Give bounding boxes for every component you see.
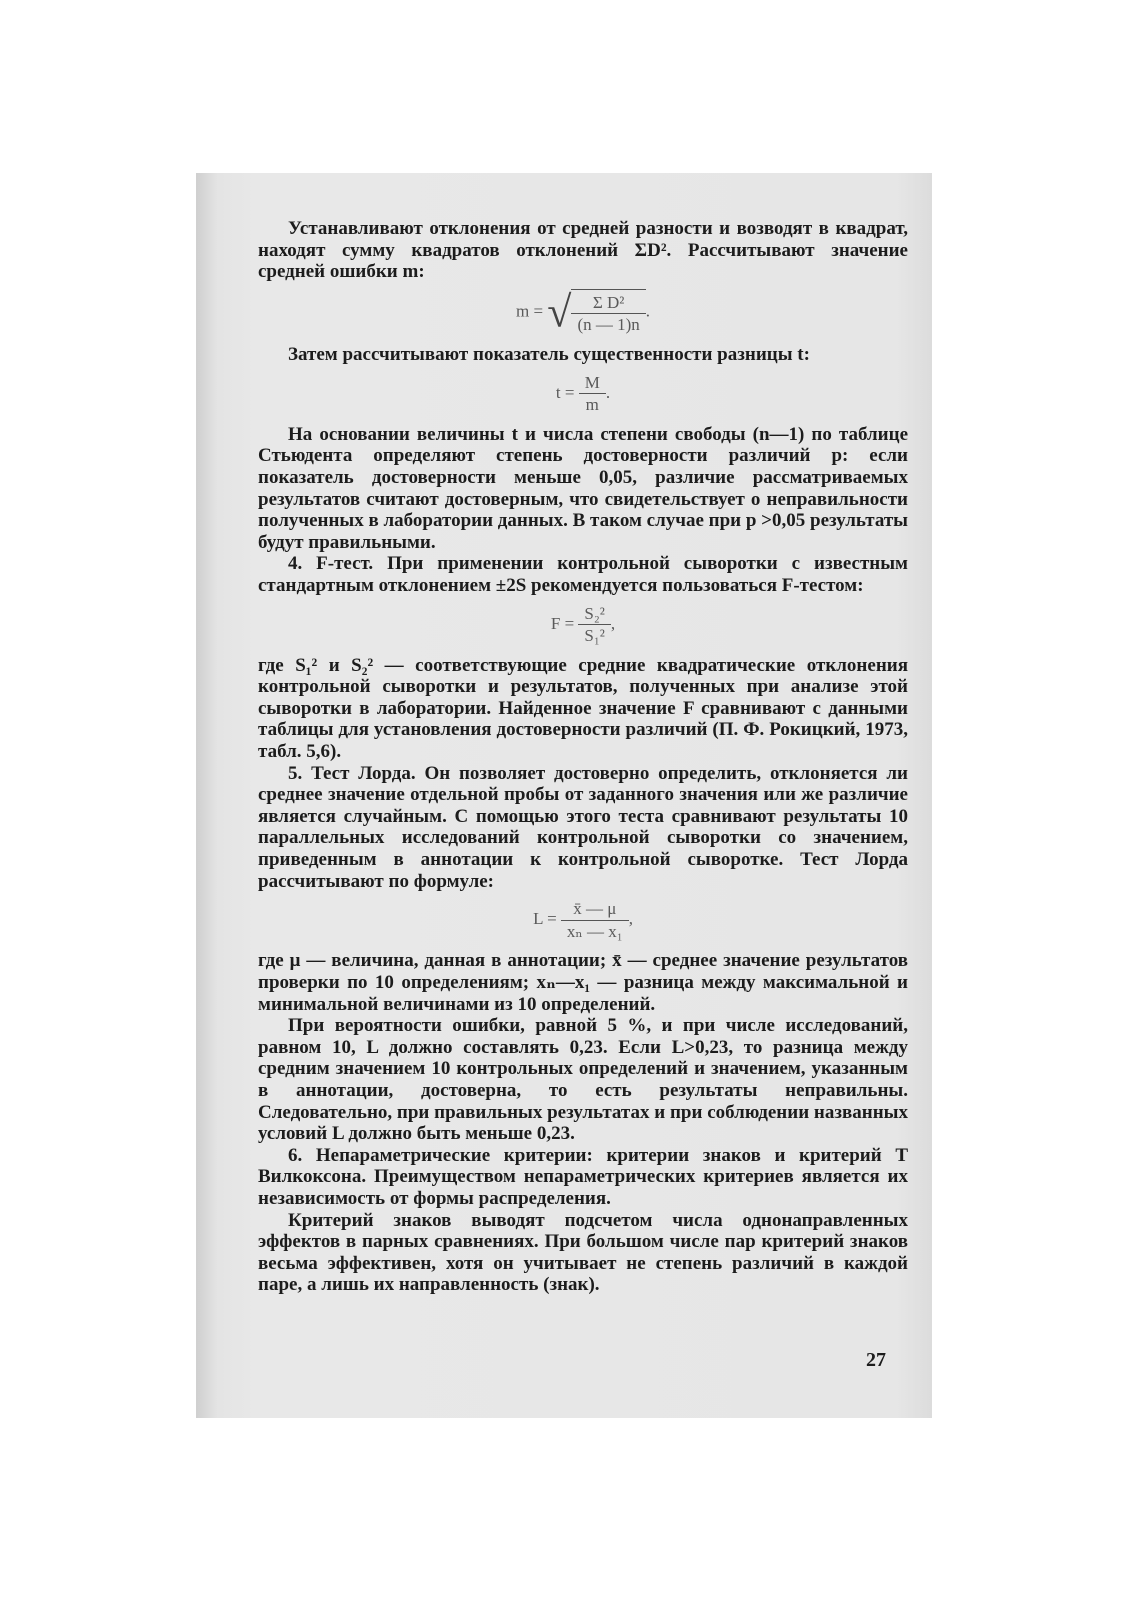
page-text — [258, 218, 908, 1296]
denominator: xₙ — x₁ — [566, 921, 623, 941]
denominator: S₁² — [584, 626, 605, 646]
paragraph: где S₁² и S₂² — соответствующие средние квадратические отклонения контрольной сыворотки и результатов, полученных при анализе этой сыворотки в лаборатории. Найденное значение F сравнивают с данными таблицы для установления достоверности различий (П. Ф. Рокицкий, 1973, табл. 5,6). — [258, 654, 908, 763]
paragraph: На основании величины t и числа степени свободы (n—1) по таблице Стьюдента определяют степень достоверности различий p: если показатель достоверности меньше 0,05, различие рассматриваемых результатов считают достоверным, что свидетельствует о неправильности полученных в лаборатории данных. В таком случае при p >0,05 результаты будут правильными. — [258, 423, 908, 553]
paragraph: 4. F-тест. При применении контрольной сыворотки с известным стандартным отклонением ±2S рекомендуется пользоваться F-тестом: — [258, 553, 908, 596]
numerator: Σ D² — [571, 292, 645, 315]
paragraph: где μ — величина, данная в аннотации; x̄ — среднее значение результатов проверки по 10 определениям; xₙ—x₁ — разница между максимальной и минимальной величинами из 10 определений. — [258, 950, 908, 1015]
formula-l — [258, 898, 908, 942]
formula-lhs: t = — [555, 382, 575, 402]
formula-tail: , — [628, 909, 633, 929]
paragraph: 5. Тест Лорда. Он позволяет достоверно определить, отклоняется ли среднее значение отдельной пробы от заданного значения или же различие является случайным. С помощью этого теста сравнивают результаты 10 параллельных исследований контрольной сыворотки со значением, приведенным в аннотации к контрольной сыворотке. Тест Лорда рассчитывают по формуле: — [258, 762, 908, 892]
denominator: m — [585, 395, 599, 415]
sqrt-body — [571, 289, 645, 336]
formula-t — [258, 372, 908, 416]
paragraph: При вероятности ошибки, равной 5 %, и при числе исследований, равном 10, L должно составлять 0,23. Если L>0,23, то разница между средним значением 10 контрольных определений и значением, указанным в аннотации, достоверна, то есть результаты неправильны. Следовательно, при правильных результатах и при соблюдении названных условий L должно быть меньше 0,23. — [258, 1015, 908, 1145]
page-number: 27 — [866, 1349, 886, 1371]
fraction — [571, 292, 645, 336]
fraction — [579, 372, 606, 416]
numerator: x̄ — μ — [561, 898, 629, 921]
formula-m — [258, 289, 908, 336]
fraction — [561, 898, 629, 942]
paragraph: 6. Непараметрические критерии: критерии знаков и критерий T Вилкоксона. Преимуществом непараметрических критериев является их независимость от формы распределения. — [258, 1144, 908, 1209]
paragraph: Затем рассчитывают показатель существенности разницы t: — [288, 343, 810, 365]
numerator: M — [579, 372, 606, 395]
sqrt-icon: √ — [547, 287, 572, 337]
paragraph: Устанавливают отклонения от средней разности и возводят в квадрат, находят сумму квадратов отклонений ΣD². Рассчитывают значение средней ошибки m: — [258, 218, 908, 283]
formula-lhs: L = — [533, 909, 557, 929]
formula-tail: , — [610, 613, 616, 633]
formula-lhs: m = — [515, 301, 544, 321]
denominator: (n — 1)n — [577, 315, 640, 335]
numerator: S₂² — [578, 603, 610, 626]
formula-tail: . — [605, 382, 611, 402]
formula-tail: . — [645, 301, 651, 321]
formula-lhs: F = — [550, 613, 575, 633]
fraction — [578, 603, 610, 647]
paragraph: Критерий знаков выводят подсчетом числа однонаправленных эффектов в парных сравнениях. При большом числе пар критерий знаков весьма эффективен, хотя он учитывает не степень различий в каждой паре, а лишь их направленность (знак). — [258, 1209, 908, 1296]
formula-f — [258, 603, 908, 647]
